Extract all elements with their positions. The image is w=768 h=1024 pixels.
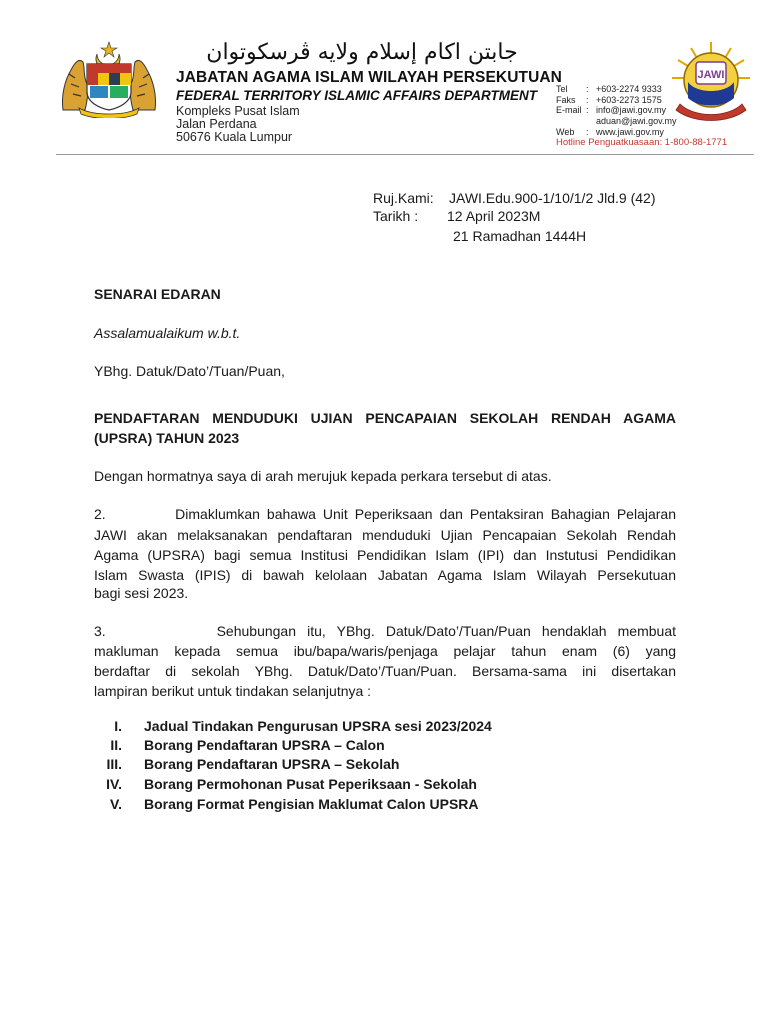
letterhead-divider bbox=[56, 154, 754, 155]
attachment-title: Borang Format Pengisian Maklumat Calon UPSRA bbox=[144, 796, 479, 812]
contact-row: Tel : +603-2274 9333 bbox=[556, 84, 662, 94]
department-name-english: FEDERAL TERRITORY ISLAMIC AFFAIRS DEPARTMENT bbox=[176, 88, 538, 103]
paragraph-3-line: berdaftar di sekolah YBhg. Datuk/Dato’/Tuan/Puan. Bersama-sama ini disertakan bbox=[94, 663, 676, 679]
contact-value: +603-2274 9333 bbox=[596, 84, 662, 94]
paragraph-2-line: bagi sesi 2023. bbox=[94, 585, 189, 601]
contact-value: aduan@jawi.gov.my bbox=[596, 116, 677, 127]
attachment-title: Jadual Tindakan Pengurusan UPSRA sesi 2023/2024 bbox=[144, 718, 492, 734]
date-hijri: 21 Ramadhan 1444H bbox=[453, 228, 587, 244]
contact-label: Faks bbox=[556, 94, 576, 105]
contact-value: www.jawi.gov.my bbox=[596, 126, 664, 137]
address-line-1: Kompleks Pusat Islam bbox=[176, 104, 300, 118]
contact-value: +603-2273 1575 bbox=[596, 94, 662, 105]
hotline-text: Hotline Penguatkuasaan: 1-800-88-1771 bbox=[556, 137, 728, 148]
date-gregorian: 12 April 2023M bbox=[447, 208, 541, 224]
contact-value: info@jawi.gov.my bbox=[596, 105, 666, 116]
date-label: Tarikh : bbox=[373, 208, 419, 224]
attachment-title: Borang Pendaftaran UPSRA – Calon bbox=[144, 737, 385, 753]
paragraph-2-line: Agama (UPSRA) bagi semua Institusi Pendidikan Islam (IPI) dan Instutusi Pendidikan bbox=[94, 547, 676, 563]
contact-label: Tel bbox=[556, 84, 568, 94]
address-line-2: Jalan Perdana bbox=[176, 117, 257, 131]
jawi-emblem-logo bbox=[666, 38, 756, 124]
contact-row: Faks : +603-2273 1575 bbox=[556, 94, 662, 105]
attachment-title: Borang Permohonan Pusat Peperiksaan - Sekolah bbox=[144, 776, 477, 792]
reference-label: Ruj.Kami: bbox=[373, 190, 434, 206]
contact-row bbox=[556, 116, 677, 127]
attachment-number: V. bbox=[110, 796, 122, 812]
attachment-number: III. bbox=[106, 756, 122, 772]
contact-row: E-mail : info@jawi.gov.my bbox=[556, 105, 666, 116]
subject-line-1: PENDAFTARAN MENDUDUKI UJIAN PENCAPAIAN SEKOLAH RENDAH AGAMA bbox=[94, 410, 676, 426]
reference-number: JAWI.Edu.900-1/10/1/2 Jld.9 (42) bbox=[449, 190, 656, 206]
paragraph-2-line: JAWI akan melaksanakan pendaftaran menduduki Ujian Pencapaian Sekolah Rendah bbox=[94, 527, 676, 543]
department-name-malay: JABATAN AGAMA ISLAM WILAYAH PERSEKUTUAN bbox=[176, 69, 562, 86]
attachment-title: Borang Pendaftaran UPSRA – Sekolah bbox=[144, 756, 400, 772]
salutation: YBhg. Datuk/Dato’/Tuan/Puan, bbox=[94, 363, 285, 379]
contact-row: Web : www.jawi.gov.my bbox=[556, 126, 664, 137]
greeting: Assalamualaikum w.b.t. bbox=[94, 325, 241, 341]
paragraph-1: Dengan hormatnya saya di arah merujuk kepada perkara tersebut di atas. bbox=[94, 468, 552, 484]
contact-block bbox=[556, 84, 677, 138]
attachment-number: IV. bbox=[106, 776, 122, 792]
contact-label: E-mail bbox=[556, 105, 582, 116]
contact-label: Web bbox=[556, 126, 575, 137]
paragraph-2-line: Islam Swasta (IPIS) di bawah kelolaan Jabatan Agama Islam Wilayah Persekutuan bbox=[94, 567, 676, 583]
paragraph-3-line: makluman kepada semua ibu/bapa/waris/penjaga pelajar tahun enam (6) yang bbox=[94, 643, 676, 659]
recipient-heading: SENARAI EDARAN bbox=[94, 286, 221, 302]
malaysia-coat-of-arms-logo bbox=[57, 40, 161, 118]
paragraph-3-line: 3. Sehubungan itu, YBhg. Datuk/Dato’/Tuan/Puan hendaklah membuat bbox=[94, 623, 676, 639]
jawi-emblem-text: JAWI bbox=[697, 69, 725, 81]
paragraph-2-line: 2. Dimaklumkan bahawa Unit Peperiksaan dan Pentaksiran Bahagian Pelajaran bbox=[94, 506, 676, 522]
subject-line-2: (UPSRA) TAHUN 2023 bbox=[94, 430, 240, 446]
attachment-number: II. bbox=[110, 737, 122, 753]
attachment-number: I. bbox=[114, 718, 122, 734]
jawi-department-name: جابتن اکام إسلام ولايه ڤرسکوتوان bbox=[206, 40, 518, 65]
paragraph-3-line: lampiran berikut untuk tindakan selanjutnya : bbox=[94, 683, 372, 699]
address-line-3: 50676 Kuala Lumpur bbox=[176, 130, 293, 144]
